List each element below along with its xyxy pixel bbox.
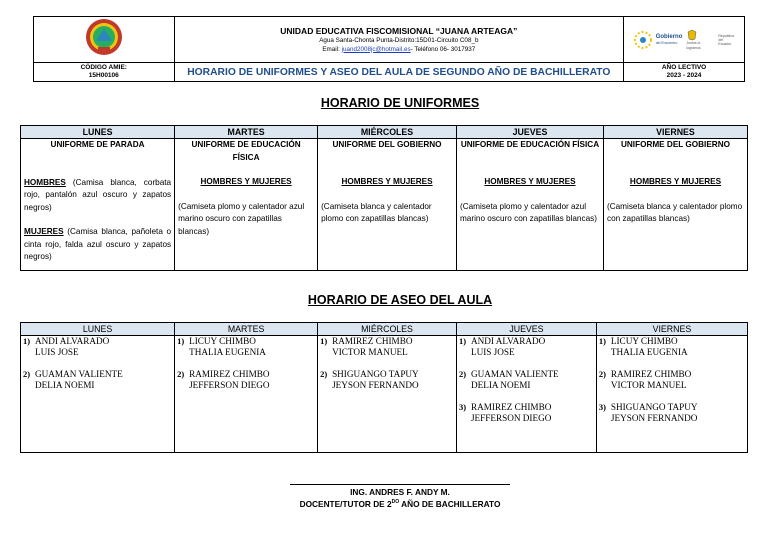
email-link[interactable]: juand2008jc@hotmail.es <box>341 45 411 53</box>
uniform-women-desc <box>24 226 171 264</box>
aseo-cell-viernes <box>596 336 747 453</box>
uniform-who: HOMBRES Y MUJERES <box>200 177 292 186</box>
uniform-who: HOMBRES Y MUJERES <box>341 177 433 186</box>
uniform-cell-lunes <box>21 139 175 271</box>
entry-line1: ANDI ALVARADO <box>470 336 546 346</box>
ecuador-coat-of-arms-icon <box>686 29 698 41</box>
entry-number: 1) <box>177 336 185 346</box>
role-superscript: DO <box>391 499 400 506</box>
aseo-cell-martes <box>175 336 318 453</box>
entry-number: 1) <box>23 336 31 346</box>
entry-number: 2) <box>23 369 31 379</box>
uniform-desc: (Camiseta plomo y calentador azul marino oscuro con zapatillas blancas) <box>459 201 597 223</box>
men-label: HOMBRES <box>24 177 66 187</box>
entry-number: 1) <box>320 336 328 346</box>
entry-number: 1) <box>598 336 606 346</box>
entry-number: 2) <box>177 369 185 379</box>
role-suffix: AÑO DE BACHILLERATO <box>399 499 501 509</box>
uniform-cell-martes <box>175 139 318 271</box>
signature-line <box>290 484 510 485</box>
government-logo-icon <box>634 31 652 49</box>
gov-logo-text: Gobierno <box>655 33 683 40</box>
phone-text: - Teléfono 06- 3017937 <box>410 45 476 53</box>
uniform-type: UNIFORME DEL GOBIERNO <box>620 140 730 149</box>
amie-code: 15H00106 <box>88 72 119 79</box>
uniforms-table <box>20 125 748 271</box>
aseo-cell-lunes <box>21 336 175 453</box>
signature-role <box>0 499 768 509</box>
school-name: UNIDAD EDUCATIVA FISCOMISIONAL “JUANA ARTEAGA” <box>280 25 518 36</box>
gov-logo-subtext: del Encuentro <box>655 40 678 45</box>
aseo-col-lunes: LUNES <box>21 323 175 336</box>
entry-number: 1) <box>458 336 467 346</box>
entry-line2: JEYSON FERNANDO <box>332 380 419 390</box>
school-logo-cell <box>34 17 175 63</box>
uniform-type: UNIFORME DE EDUCACIÓN FÍSICA <box>460 140 600 149</box>
entry-number: 3) <box>458 402 467 412</box>
aseo-entry <box>23 369 172 391</box>
uniform-desc: (Camiseta blanca y calentador plomo con zapatillas blancas) <box>606 201 743 223</box>
entry-line1: GUAMAN VALIENTE <box>470 369 559 379</box>
aseo-entry <box>177 369 315 391</box>
year-value: 2023 - 2024 <box>666 72 702 79</box>
entry-line1: LICUY CHIMBO <box>189 336 256 346</box>
men-text: (Camisa blanca, corbata rojo, pantalón azul oscuro y zapatos negros) <box>24 177 172 212</box>
email-label: Email: <box>322 45 342 53</box>
aseo-entry <box>459 369 594 391</box>
school-contact <box>175 45 623 54</box>
aseo-col-miercoles: MIÉRCOLES <box>318 323 457 336</box>
school-info-cell <box>174 17 623 63</box>
uniform-who: HOMBRES Y MUJERES <box>484 177 576 186</box>
entry-number: 2) <box>320 369 328 379</box>
entry-line1: RAMIREZ CHIMBO <box>189 369 270 379</box>
uniform-cell-viernes <box>603 139 747 271</box>
uniforms-col-miercoles: MIÉRCOLES <box>318 126 457 139</box>
entry-line2: LUIS JOSE <box>470 347 515 357</box>
entry-line2: JEFFERSON DIEGO <box>470 413 552 423</box>
year-label: AÑO LECTIVO <box>661 64 707 71</box>
aseo-entry <box>320 336 454 358</box>
aseo-entry <box>599 369 745 391</box>
aseo-col-jueves: JUEVES <box>456 323 596 336</box>
aseo-entry <box>177 336 315 358</box>
gov-slogan: Juntos lo logramos <box>686 40 701 50</box>
entry-line1: LICUY CHIMBO <box>610 336 678 346</box>
uniforms-col-lunes: LUNES <box>21 126 175 139</box>
aseo-entry <box>459 402 594 424</box>
entry-number: 2) <box>598 369 606 379</box>
entry-line1: RAMIREZ CHIMBO <box>332 336 413 346</box>
aseo-entry <box>23 336 172 358</box>
uniform-type: UNIFORME DE EDUCACIÓN FÍSICA <box>191 140 301 162</box>
entry-line2: DELIA NOEMI <box>35 380 95 390</box>
uniforms-col-viernes: VIERNES <box>603 126 747 139</box>
republic-text: República del Ecuador <box>718 33 734 46</box>
uniform-men-desc <box>24 177 171 215</box>
uniforms-col-jueves: JUEVES <box>456 126 603 139</box>
school-seal-icon <box>84 17 124 57</box>
aseo-col-viernes: VIERNES <box>596 323 747 336</box>
entry-line1: ANDI ALVARADO <box>35 336 110 346</box>
entry-line1: SHIGUANGO TAPUY <box>610 402 698 412</box>
entry-line2: THALIA EUGENIA <box>610 347 688 357</box>
entry-line2: LUIS JOSE <box>35 347 79 357</box>
role-prefix: DOCENTE/TUTOR DE 2 <box>299 499 392 509</box>
aseo-entry <box>320 369 454 391</box>
entry-line1: RAMIREZ CHIMBO <box>470 402 552 412</box>
entry-line2: JEYSON FERNANDO <box>610 413 698 423</box>
entry-line1: RAMIREZ CHIMBO <box>610 369 692 379</box>
entry-line2: DELIA NOEMI <box>470 380 531 390</box>
uniform-cell-jueves <box>456 139 603 271</box>
school-address: Agua Santa-Chonta Punta-Distrito:15D01-Circuito C08_b <box>319 36 479 44</box>
aseo-entry <box>459 336 594 358</box>
uniform-desc: (Camiseta blanca y calentador plomo con zapatillas blancas) <box>321 201 432 223</box>
aseo-entry <box>599 402 745 424</box>
entry-line1: SHIGUANGO TAPUY <box>332 369 419 379</box>
year-cell <box>624 63 745 82</box>
entry-line2: THALIA EUGENIA <box>189 347 266 357</box>
women-label: MUJERES <box>24 227 64 236</box>
uniform-desc: (Camiseta plomo y calentador azul marino oscuro con zapatillas blancas) <box>178 201 305 236</box>
uniform-type: UNIFORME DE PARADA <box>50 140 145 149</box>
aseo-table <box>20 322 748 453</box>
aseo-col-martes: MARTES <box>175 323 318 336</box>
uniform-who: HOMBRES Y MUJERES <box>629 177 722 186</box>
uniform-type: UNIFORME DEL GOBIERNO <box>332 140 442 149</box>
aseo-cell-jueves <box>456 336 596 453</box>
signature-name: ING. ANDRES F. ANDY M. <box>350 487 450 497</box>
entry-line1: GUAMAN VALIENTE <box>35 369 123 379</box>
government-logo-cell <box>624 17 745 63</box>
uniforms-col-martes: MARTES <box>175 126 318 139</box>
aseo-cell-miercoles <box>318 336 457 453</box>
document-header <box>33 16 745 82</box>
amie-label: CÓDIGO AMIE: <box>80 64 127 71</box>
aseo-entry <box>599 336 745 358</box>
entry-number: 2) <box>458 369 467 379</box>
uniform-cell-miercoles <box>318 139 457 271</box>
schedule-banner: HORARIO DE UNIFORMES Y ASEO DEL AULA DE SEGUNDO AÑO DE BACHILLERATO <box>174 63 623 82</box>
entry-line2: JEFFERSON DIEGO <box>189 380 270 390</box>
aseo-title: HORARIO DE ASEO DEL AULA <box>307 293 493 307</box>
entry-line2: VICTOR MANUEL <box>610 380 687 390</box>
uniforms-title: HORARIO DE UNIFORMES <box>320 96 480 110</box>
women-text: (Camisa blanca, pañoleta o cinta rojo, falda azul oscuro y zapatos negros) <box>24 227 172 261</box>
entry-line2: VICTOR MANUEL <box>332 347 408 357</box>
amie-cell <box>34 63 175 82</box>
entry-number: 3) <box>598 402 606 412</box>
